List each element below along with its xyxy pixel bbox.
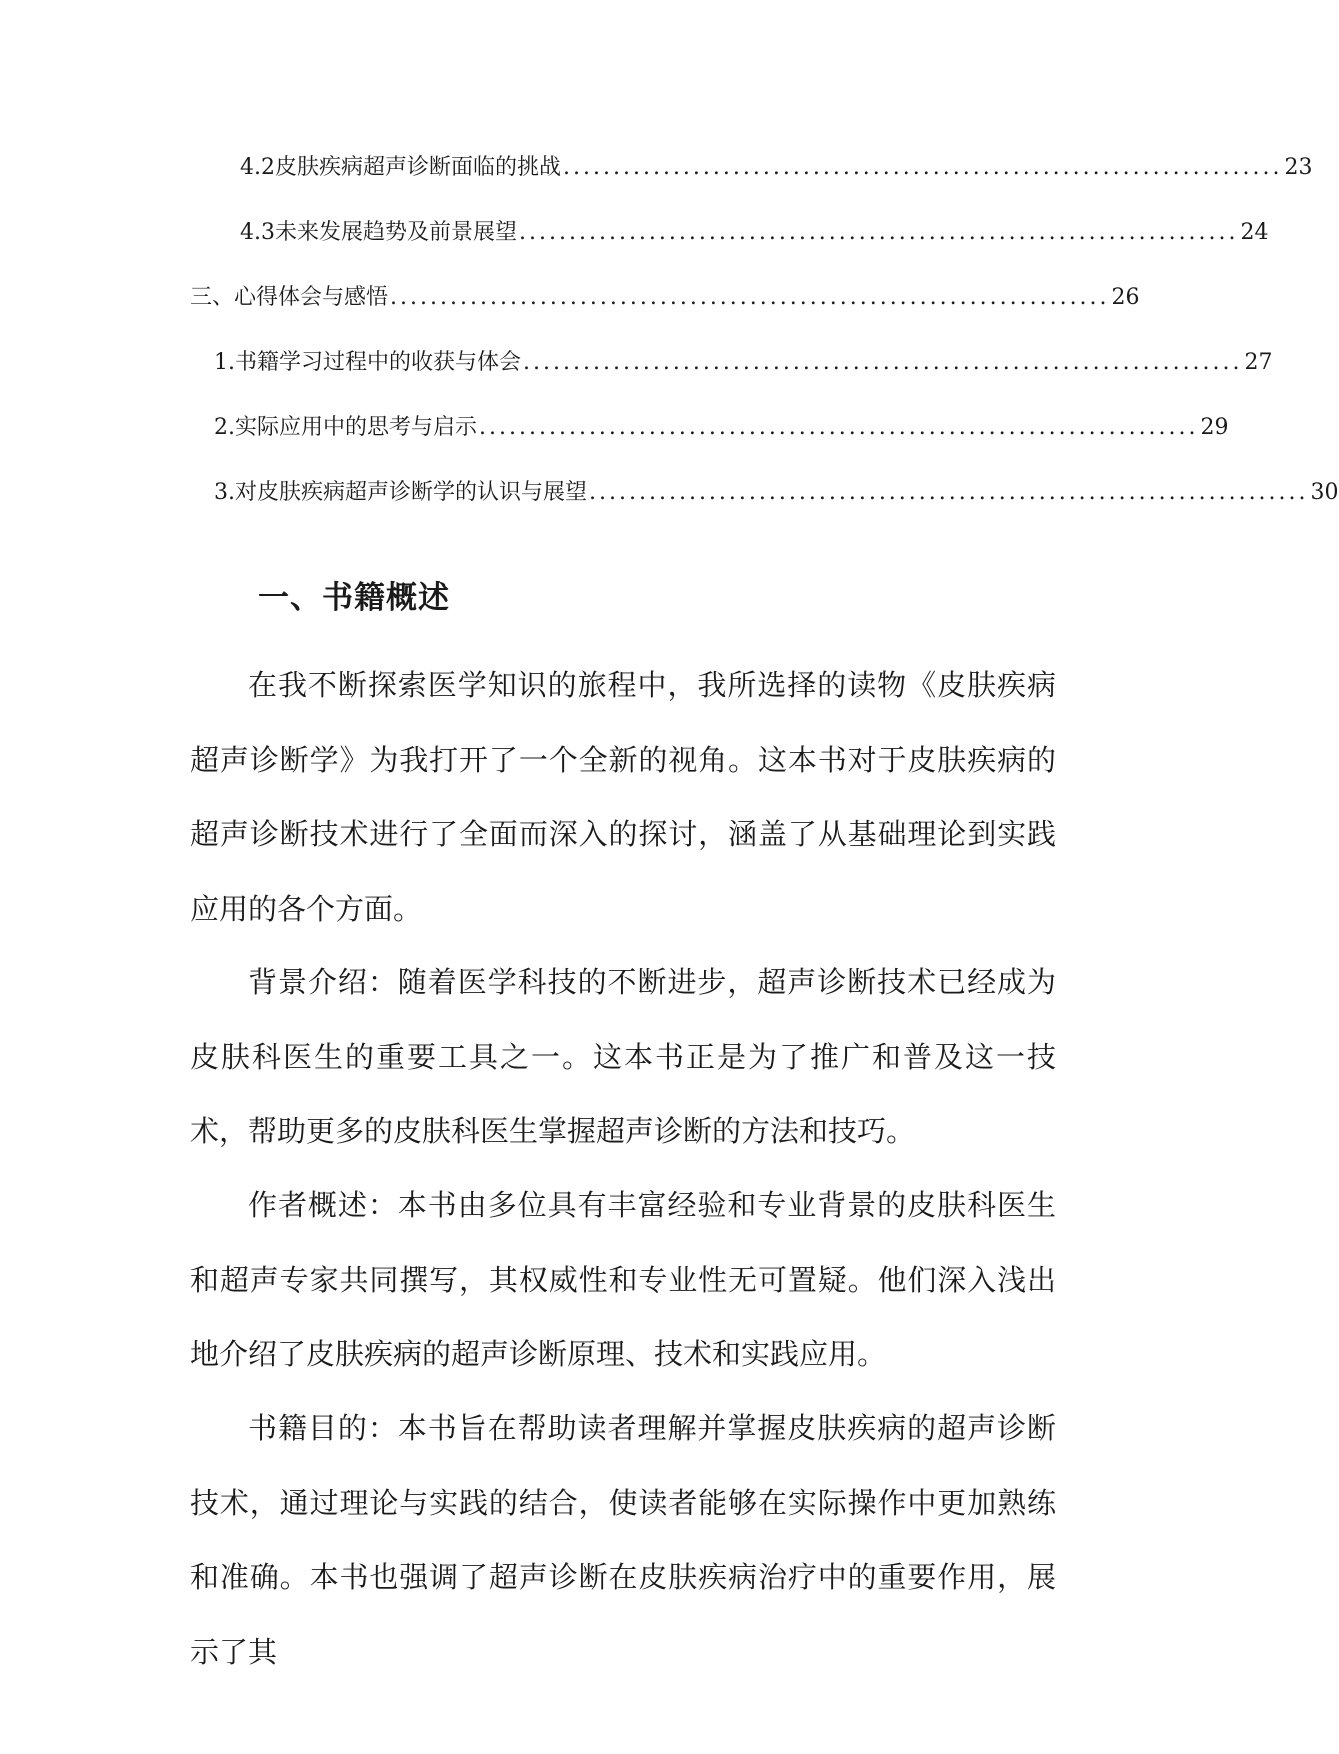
toc-entry[interactable] — [214, 343, 1273, 383]
toc-entry[interactable] — [240, 213, 1269, 253]
toc-entry-page: 29 — [1200, 415, 1229, 440]
toc-entry-page: 26 — [1111, 285, 1140, 310]
toc-entry[interactable] — [240, 148, 1313, 188]
toc-entry-title: 皮肤疾病超声诊断面临的挑战 — [275, 155, 562, 180]
toc-leader-dots: ........................................................................ — [519, 220, 1239, 245]
toc-entry-number: 4.2 — [240, 155, 275, 180]
toc-entry-page: 30 — [1310, 480, 1339, 505]
body-paragraph: 背景介绍：随着医学科技的不断进步，超声诊断技术已经成为皮肤科医生的重要工具之一。这本书正是为了推广和普及这一技术，帮助更多的皮肤科医生掌握超声诊断的方法和技巧。 — [190, 965, 1056, 1148]
toc-entry-title: 未来发展趋势及前景展望 — [275, 220, 518, 245]
toc-leader-dots: ........................................................................ — [523, 350, 1243, 375]
toc-entry-number: 1. — [214, 350, 235, 375]
toc-entry-number: 2. — [214, 415, 235, 440]
toc-entry-title: 对皮肤疾病超声诊断学的认识与展望 — [235, 480, 588, 505]
toc-entry-page: 24 — [1240, 220, 1269, 245]
toc-entry-number: 三、 — [190, 285, 235, 310]
toc-leader-dots: ........................................................................ — [563, 155, 1283, 180]
toc-entry-page: 23 — [1284, 155, 1313, 180]
toc-entry[interactable] — [214, 408, 1229, 448]
toc-entry-number: 4.3 — [240, 220, 275, 245]
toc-leader-dots: ........................................................................ — [390, 285, 1110, 310]
toc-entry-title: 实际应用中的思考与启示 — [235, 415, 478, 440]
body-paragraph: 书籍目的：本书旨在帮助读者理解并掌握皮肤疾病的超声诊断技术，通过理论与实践的结合，使读者能够在实际操作中更加熟练和准确。本书也强调了超声诊断在皮肤疾病治疗中的重要作用，展示了其 — [190, 1411, 1056, 1669]
toc-entry[interactable] — [190, 278, 1140, 318]
toc-entry[interactable] — [214, 473, 1339, 513]
toc-leader-dots: ........................................................................ — [589, 480, 1309, 505]
section-heading: 一、书籍概述 — [258, 580, 450, 616]
toc-entry-title: 书籍学习过程中的收获与体会 — [235, 350, 522, 375]
body-paragraph: 在我不断探索医学知识的旅程中，我所选择的读物《皮肤疾病超声诊断学》为我打开了一个全新的视角。这本书对于皮肤疾病的超声诊断技术进行了全面而深入的探讨，涵盖了从基础理论到实践应用的各个方面。 — [190, 668, 1056, 926]
toc-entry-title: 心得体会与感悟 — [234, 285, 389, 310]
toc-entry-page: 27 — [1244, 350, 1273, 375]
toc-entry-number: 3. — [214, 480, 235, 505]
body-paragraph: 作者概述：本书由多位具有丰富经验和专业背景的皮肤科医生和超声专家共同撰写，其权威性和专业性无可置疑。他们深入浅出地介绍了皮肤疾病的超声诊断原理、技术和实践应用。 — [190, 1188, 1056, 1371]
toc-leader-dots: ........................................................................ — [479, 415, 1199, 440]
